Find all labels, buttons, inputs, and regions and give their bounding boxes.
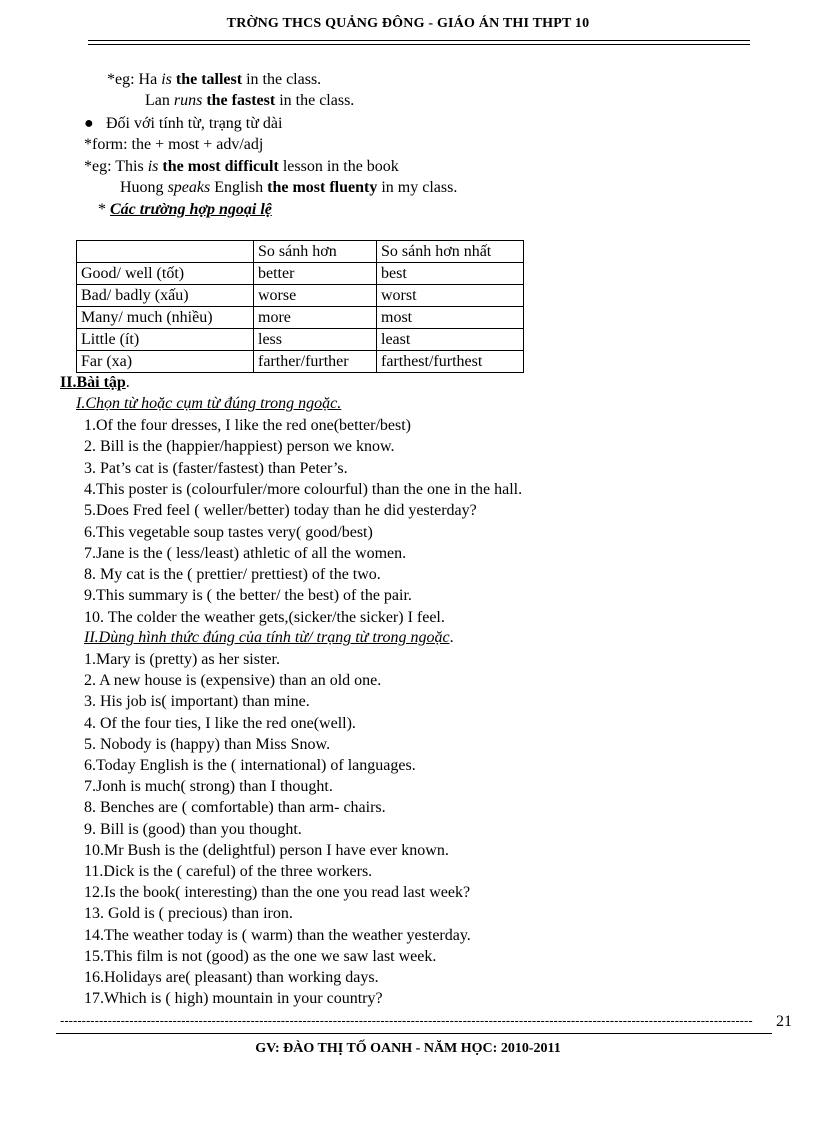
table-cell: more (254, 307, 377, 329)
example-superlative: the tallest (175, 71, 243, 88)
exercise-item: 11.Dick is the ( careful) of the three workers. (84, 863, 373, 880)
exercise-item: 3. His job is( important) than mine. (84, 693, 310, 711)
page-header: TRỜNG THCS QUẢNG ĐÔNG - GIÁO ÁN THI THPT 10 (226, 16, 590, 31)
exceptions-title: Các trường hợp ngoại lệ (110, 201, 272, 218)
exercise-item: 8. My cat is the ( prettier/ prettiest) of the two. (84, 566, 381, 584)
part2-title-suffix: . (449, 629, 454, 646)
example-verb: speaks (167, 179, 211, 196)
bullet-text: Đối với tính từ, trạng từ dài (106, 115, 283, 132)
table-cell: better (254, 263, 377, 285)
exercise-item: 16.Holidays are( pleasant) than working days. (84, 969, 379, 986)
page-number: 21 (776, 1013, 792, 1030)
exercise-item: 4.This poster is (colourfuler/more colourful) than the one in the hall. (84, 480, 523, 498)
table-row (77, 329, 524, 351)
part1-title-text: I.Chọn từ hoặc cụm từ đúng trong ngoặc. (76, 395, 342, 412)
table-cell: worse (254, 285, 377, 307)
exercise-item: 2. Bill is the (happier/happiest) person we know. (84, 438, 395, 456)
table-cell: worst (377, 285, 524, 307)
example-rest: in my class. (377, 179, 458, 196)
table-cell: least (377, 329, 524, 351)
table-header-cell: So sánh hơn nhất (377, 241, 524, 263)
table-cell: Bad/ badly (xấu) (77, 285, 254, 307)
page-footer: GV: ĐÀO THỊ TỐ OANH - NĂM HỌC: 2010-2011 (255, 1041, 561, 1056)
exceptions-heading (98, 200, 272, 220)
exercises-title-suffix: . (125, 374, 130, 391)
exercise-item: 14.The weather today is ( warm) than the weather yesterday. (84, 926, 471, 944)
example-verb: runs (173, 92, 203, 109)
exercise-item: 7.Jane is the ( less/least) athletic of all the women. (84, 544, 407, 562)
example-prefix: Huong (120, 179, 168, 196)
footer-rule (56, 1033, 772, 1034)
table-cell: Many/ much (nhiều) (77, 307, 254, 329)
exercise-item: 17.Which is ( high) mountain in your country? (84, 990, 383, 1008)
exercise-item: 15.This film is not (good) as the one we saw last week. (84, 947, 437, 965)
table-cell: less (254, 329, 377, 351)
example-superlative: the most fluenty (267, 179, 378, 196)
table-row (77, 285, 524, 307)
bullet-long-adj (84, 114, 282, 134)
exercise-item: 1.Of the four dresses, I like the red one(better/best) (84, 417, 411, 434)
exercise-item: 12.Is the book( interesting) than the one you read last week? (84, 884, 471, 902)
exercises-title (60, 373, 130, 393)
exercise-item: 13. Gold is ( precious) than iron. (84, 905, 293, 923)
exceptions-prefix: * (98, 201, 110, 218)
example-rest: in the class. (275, 92, 355, 109)
exercise-item: 8. Benches are ( comfortable) than arm- chairs. (84, 799, 386, 817)
example-rest: in the class. (242, 71, 322, 88)
example-fastest (145, 91, 354, 111)
header-rule-double (88, 44, 750, 45)
exercise-item: 10. The colder the weather gets,(sicker/the sicker) I feel. (84, 608, 445, 626)
table-cell: Little (ít) (77, 329, 254, 351)
example-verb: is (147, 158, 159, 175)
table-cell: Far (xa) (77, 351, 254, 373)
exercise-item: 1.Mary is (pretty) as her sister. (84, 651, 280, 668)
example-mid: English (210, 179, 268, 196)
table-cell: Good/ well (tốt) (77, 263, 254, 285)
table-row (77, 263, 524, 285)
table-row (77, 307, 524, 329)
exercise-item: 5. Nobody is (happy) than Miss Snow. (84, 735, 331, 753)
table-header-cell (77, 241, 254, 263)
header-rule (88, 40, 750, 41)
table-cell: most (377, 307, 524, 329)
example-most-difficult (84, 157, 399, 177)
exercise-item: 10.Mr Bush is the (delightful) person I have ever known. (84, 841, 449, 859)
footer-dashes: ---------------------------------------------------------------------------------------------------------------------------------------------------------------- (60, 1013, 753, 1028)
example-tallest (107, 70, 321, 90)
bullet-icon: ● (84, 115, 94, 132)
exercise-item: 7.Jonh is much( strong) than I thought. (84, 778, 333, 796)
exercise-item: 4. Of the four ties, I like the red one(well). (84, 714, 356, 732)
exercise-item: 3. Pat’s cat is (faster/fastest) than Peter’s. (84, 459, 348, 477)
example-prefix: Lan (145, 92, 174, 109)
example-prefix: *eg: Ha (107, 71, 162, 88)
exercise-item: 5.Does Fred feel ( weller/better) today than he did yesterday? (84, 502, 477, 520)
example-superlative: the fastest (206, 92, 276, 109)
example-rest: lesson in the book (278, 158, 399, 175)
example-superlative: the most difficult (162, 158, 279, 175)
table-header-cell: So sánh hơn (254, 241, 377, 263)
example-prefix: *eg: This (84, 158, 148, 175)
exercise-item: 2. A new house is (expensive) than an old one. (84, 672, 382, 690)
form-rule: *form: the + most + adv/adj (84, 136, 264, 153)
exercises-title-text: II.Bài tập (60, 374, 126, 391)
table-cell: farthest/furthest (377, 351, 524, 373)
exercise-item: 6.This vegetable soup tastes very( good/best) (84, 523, 373, 541)
part1-title (76, 394, 341, 414)
table-header-row (77, 241, 524, 263)
table-row (77, 351, 524, 373)
table-cell: best (377, 263, 524, 285)
part2-title-text: II.Dùng hình thức đúng của tính từ/ trạng từ trong ngoặc (84, 629, 450, 646)
exercise-item: 6.Today English is the ( international) of languages. (84, 757, 416, 774)
example-verb: is (161, 71, 172, 88)
comparison-table (76, 240, 524, 373)
part2-title (84, 628, 454, 648)
exercise-item: 9.This summary is ( the better/ the best) of the pair. (84, 587, 412, 605)
table-cell: farther/further (254, 351, 377, 373)
exercise-item: 9. Bill is (good) than you thought. (84, 820, 302, 838)
example-most-fluenty (120, 178, 457, 198)
